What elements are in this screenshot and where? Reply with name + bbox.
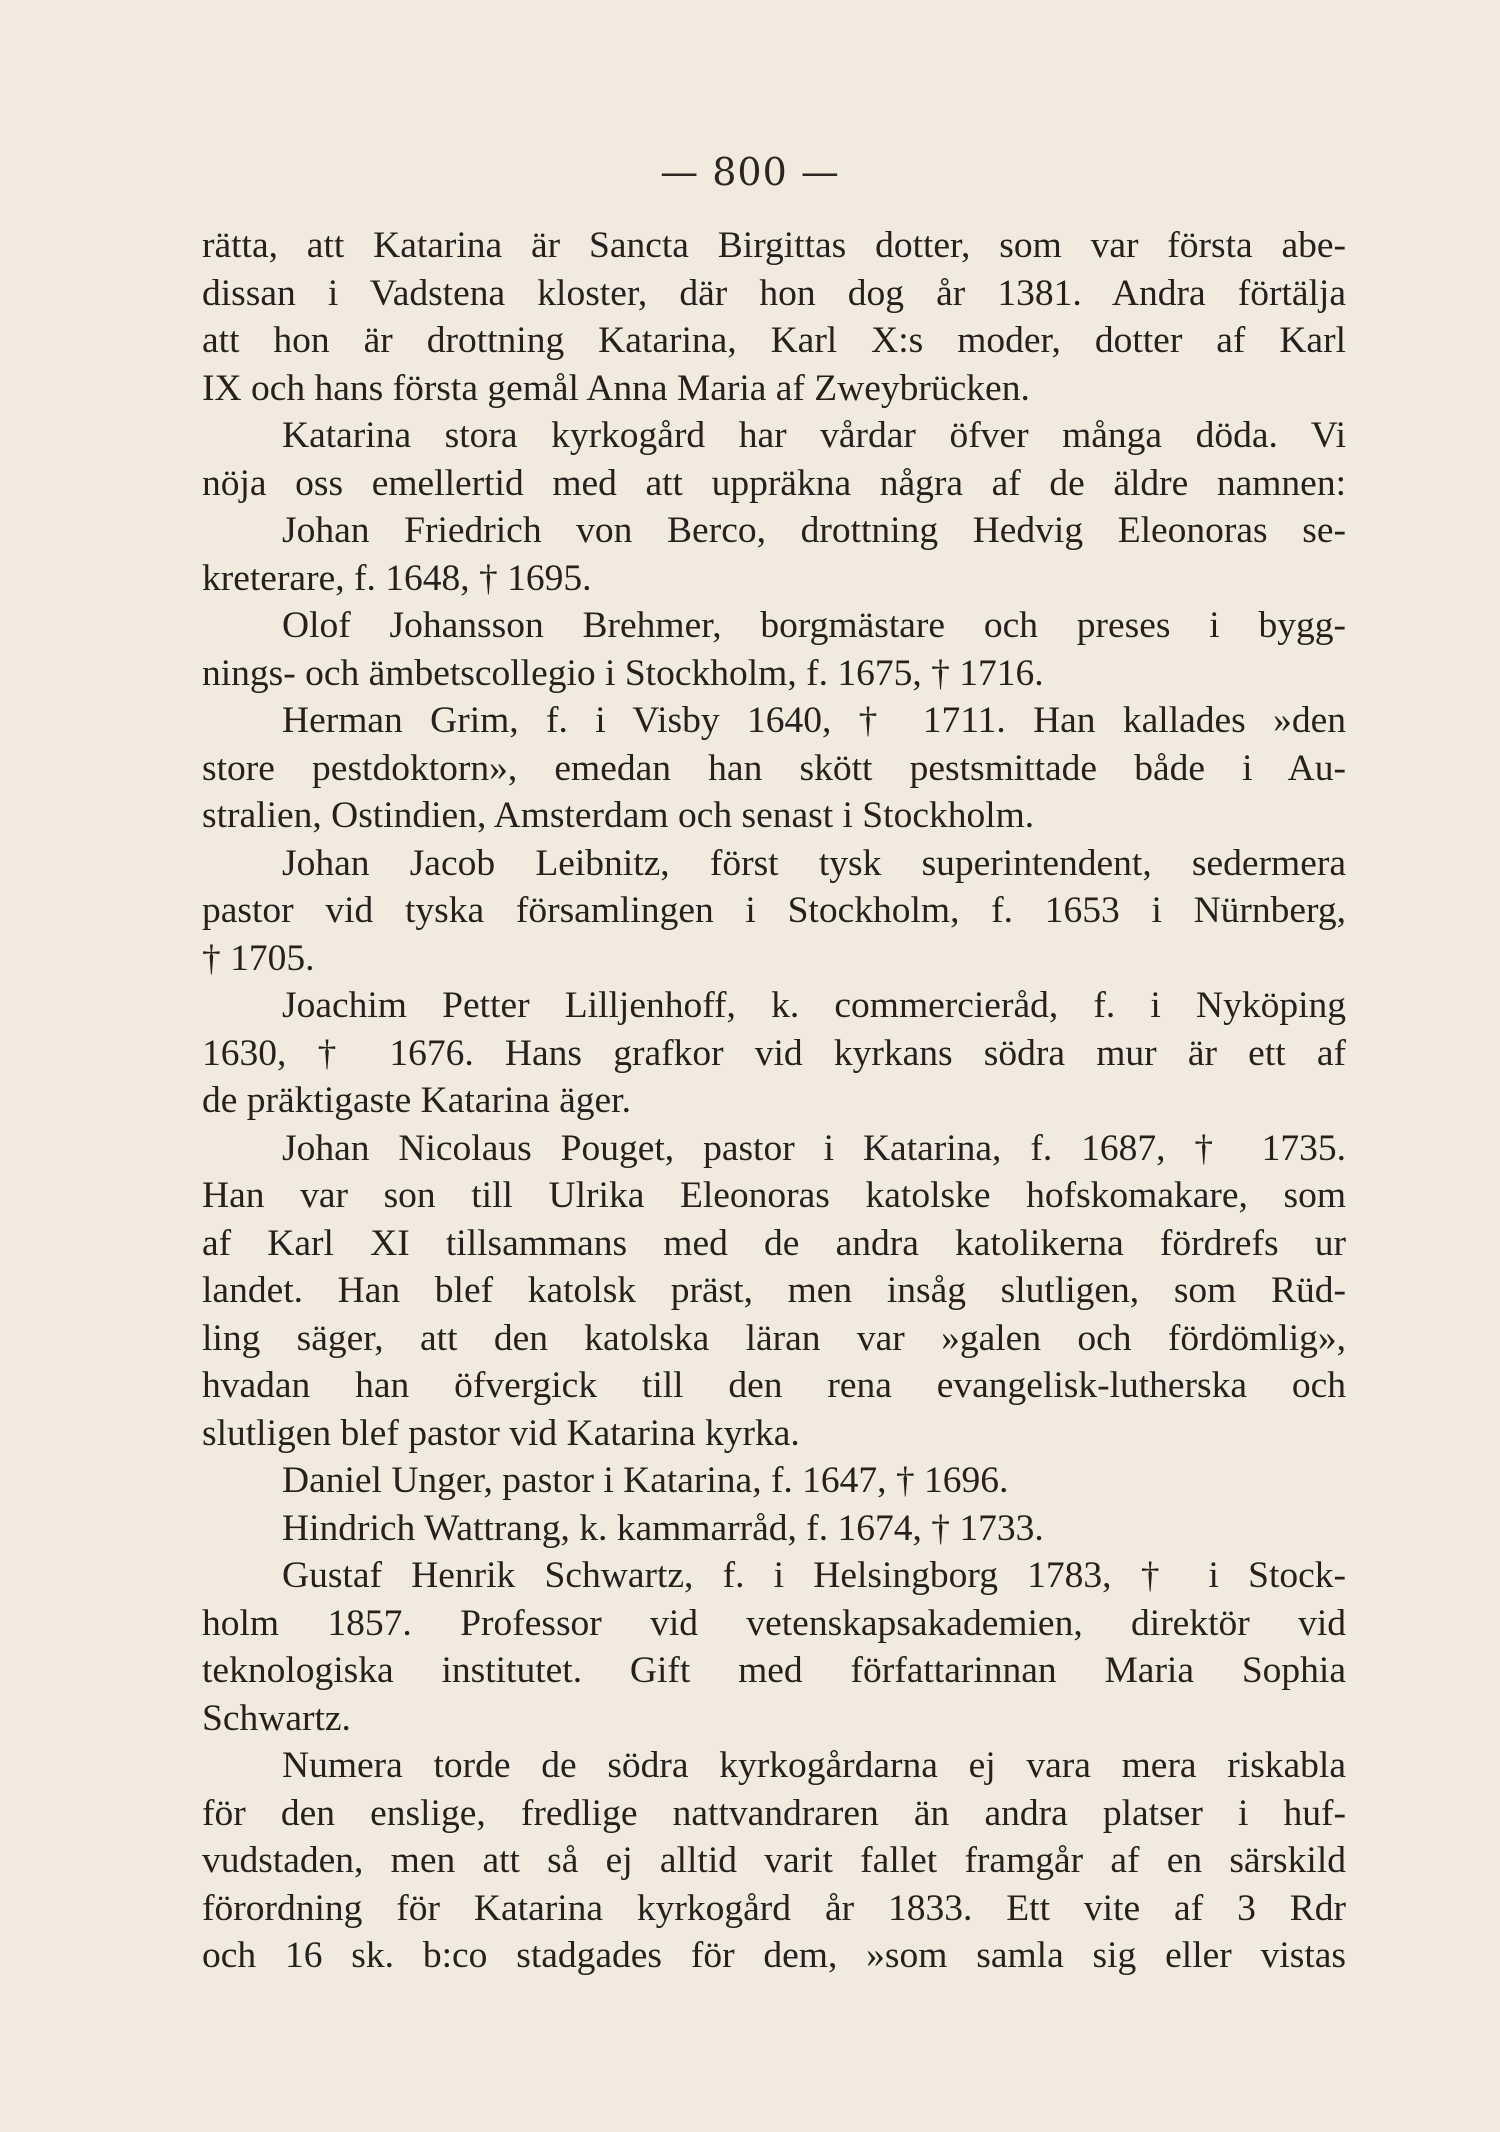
text-line: Herman Grim, f. i Visby 1640, † 1711. Han kallades »den [282,700,1346,741]
text-line: de präktigaste Katarina äger. [202,1080,631,1121]
text-line: slutligen blef pastor vid Katarina kyrka. [202,1412,800,1454]
text-line: † 1705. [202,937,315,979]
text-line: holm 1857. Professor vid vetenskapsakademien, direktör vid [202,1602,1346,1644]
text-line: nöja oss emellertid med att uppräkna några af de äldre namnen: [202,462,1346,504]
text-line: att hon är drottning Katarina, Karl X:s moder, dotter af Karl [202,320,1346,361]
text-line: för den enslige, fredlige nattvandraren än andra platser i huf- [202,1792,1346,1834]
text-line: Gustaf Henrik Schwartz, f. i Helsingborg 1783, † i Stock- [282,1555,1346,1596]
text-line: Han var son till Ulrika Eleonoras katolske hofskomakare, som [202,1175,1346,1216]
body-text [202,222,1346,1980]
page-number: — 800 — [660,150,840,194]
text-line: Numera torde de södra kyrkogårdarna ej vara mera riskabla [282,1745,1346,1786]
text-line: 1630, † 1676. Hans grafkor vid kyrkans södra mur är ett af [202,1032,1346,1074]
text-line: Johan Friedrich von Berco, drottning Hedvig Eleonoras se- [282,510,1346,551]
text-line: teknologiska institutet. Gift med författarinnan Maria Sophia [202,1650,1346,1691]
text-line: kreterare, f. 1648, † 1695. [202,557,592,599]
text-line: landet. Han blef katolsk präst, men insåg slutligen, som Rüd- [202,1270,1346,1311]
text-line: förordning för Katarina kyrkogård år 1833. Ett vite af 3 Rdr [202,1887,1346,1929]
text-line: rätta, att Katarina är Sancta Birgittas dotter, som var första abe- [202,225,1346,266]
text-line: Olof Johansson Brehmer, borgmästare och preses i bygg- [282,605,1346,646]
text-line: Johan Jacob Leibnitz, först tysk superintendent, sedermera [282,842,1346,884]
text-line: Johan Nicolaus Pouget, pastor i Katarina, f. 1687, † 1735. [282,1127,1346,1169]
text-line: ling säger, att den katolska läran var »galen och fördömlig», [202,1317,1346,1359]
text-line: hvadan han öfvergick till den rena evangelisk-lutherska och [202,1365,1346,1406]
text-line: och 16 sk. b:co stadgades för dem, »som samla sig eller vistas [202,1935,1346,1976]
text-line: Daniel Unger, pastor i Katarina, f. 1647, † 1696. [282,1460,1009,1501]
text-line: pastor vid tyska församlingen i Stockholm, f. 1653 i Nürnberg, [202,890,1346,931]
text-line: af Karl XI tillsammans med de andra katolikerna fördrefs ur [202,1222,1346,1264]
text-line: Katarina stora kyrkogård har vårdar öfver många döda. Vi [282,415,1346,456]
text-line: dissan i Vadstena kloster, där hon dog år 1381. Andra förtälja [202,272,1346,314]
text-line: Joachim Petter Lilljenhoff, k. commerciеråd, f. i Nyköping [282,985,1346,1026]
text-line: vudstaden, men att så ej alltid varit fallet framgår af en särskild [202,1840,1346,1881]
text-line: store pestdoktorn», emedan han skött pestsmittade både i Au- [202,747,1346,789]
text-line: nings- och ämbetscollegio i Stockholm, f. 1675, † 1716. [202,652,1044,694]
text-line: stralien, Ostindien, Amsterdam och senast i Stockholm. [202,795,1035,836]
text-line: IX och hans första gemål Anna Maria af Zweybrücken. [202,367,1030,409]
text-line: Hindrich Wattrang, k. kammarråd, f. 1674, † 1733. [282,1507,1044,1549]
text-line: Schwartz. [202,1697,351,1739]
